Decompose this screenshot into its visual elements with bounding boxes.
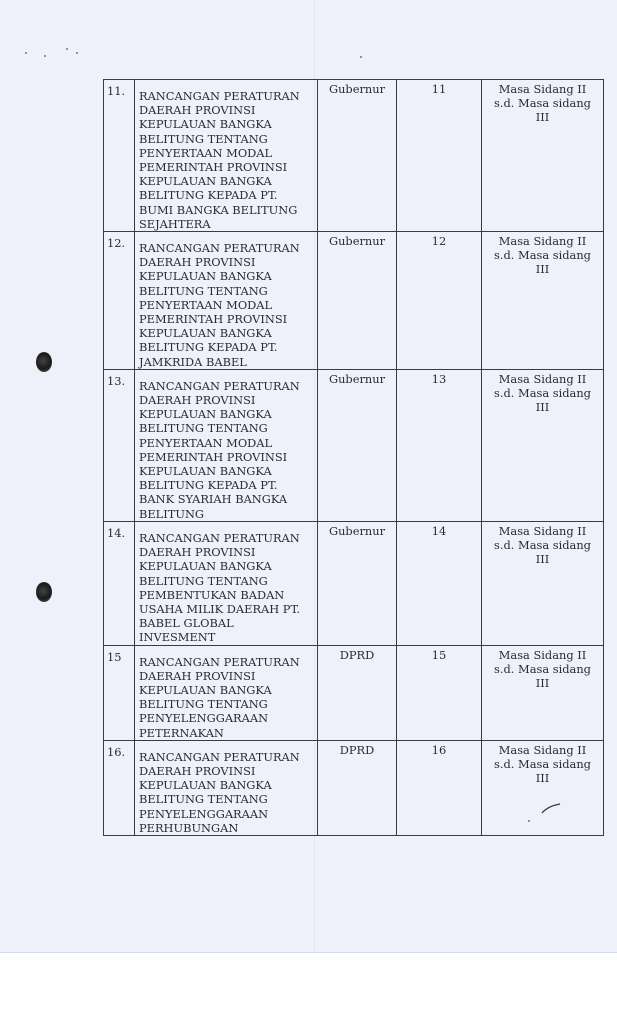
schedule-line: III: [535, 771, 550, 786]
sequence-cell: 13: [397, 369, 482, 521]
proposer-cell: DPRD: [318, 645, 397, 740]
title-line: BELITUNG TENTANG: [139, 697, 268, 712]
schedule-cell: [482, 645, 604, 740]
title-line: KEPULAUAN BANGKA: [139, 464, 272, 479]
title-line: BABEL GLOBAL: [139, 616, 234, 631]
title-line: DAERAH PROVINSI: [139, 103, 256, 118]
sequence-cell: 11: [397, 80, 482, 232]
schedule-cell: [482, 740, 604, 835]
title-line: BELITUNG: [139, 506, 205, 521]
schedule-line: s.d. Masa sidang: [494, 661, 591, 676]
title-line: BELITUNG TENTANG: [139, 792, 268, 807]
scan-speck: [360, 56, 362, 58]
regulation-title: [135, 232, 318, 370]
scan-speck: [25, 52, 27, 54]
proposer-cell: Gubernur: [318, 80, 397, 232]
table-row: [104, 521, 604, 645]
schedule-line: Masa Sidang II: [498, 82, 587, 96]
sequence-cell: 16: [397, 740, 482, 835]
row-number: 15: [104, 645, 135, 740]
schedule-line: III: [535, 262, 550, 277]
title-line: DAERAH PROVINSI: [139, 255, 256, 270]
title-line: BUMI BANGKA BELITUNG: [139, 202, 298, 217]
title-line: KEPULAUAN BANGKA: [139, 174, 272, 189]
schedule-cell: [482, 369, 604, 521]
title-line: BELITUNG TENTANG: [139, 283, 268, 298]
schedule-line: s.d. Masa sidang: [494, 756, 591, 771]
pen-tick-mark: [540, 802, 564, 816]
title-line: BANK SYARIAH BANGKA: [139, 492, 288, 507]
title-line: JAMKRIDA BABEL: [139, 354, 247, 369]
title-line: PEMERINTAH PROVINSI: [139, 449, 288, 464]
schedule-line: s.d. Masa sidang: [494, 96, 591, 111]
title-line: PENYERTAAN MODAL: [139, 435, 273, 450]
title-line: KEPULAUAN BANGKA: [139, 778, 272, 793]
regulation-title: [135, 645, 318, 740]
schedule-cell: [482, 521, 604, 645]
title-line: PENYERTAAN MODAL: [139, 297, 273, 312]
scan-speck: [66, 48, 68, 50]
title-line: BELITUNG TENTANG: [139, 573, 268, 588]
title-line: PENYELENGGARAAN: [139, 711, 269, 726]
title-line: RANCANGAN PERATURAN: [139, 749, 300, 764]
proposer-cell: Gubernur: [318, 521, 397, 645]
title-line: RANCANGAN PERATURAN: [139, 654, 300, 669]
table-row: [104, 80, 604, 232]
title-line: KEPULAUAN BANGKA: [139, 269, 272, 284]
title-line: BELITUNG TENTANG: [139, 131, 268, 146]
title-line: RANCANGAN PERATURAN: [139, 241, 300, 256]
schedule-cell: [482, 80, 604, 232]
title-line: RANCANGAN PERATURAN: [139, 89, 300, 103]
title-line: DAERAH PROVINSI: [139, 393, 256, 408]
title-line: DAERAH PROVINSI: [139, 545, 256, 560]
sequence-cell: 14: [397, 521, 482, 645]
title-line: PENYELENGGARAAN: [139, 806, 269, 821]
schedule-line: s.d. Masa sidang: [494, 248, 591, 263]
title-line: PERHUBUNGAN: [139, 820, 239, 835]
title-line: KEPULAUAN BANGKA: [139, 117, 272, 132]
regulation-title: [135, 80, 318, 232]
row-number: 13.: [104, 369, 135, 521]
proposer-cell: Gubernur: [318, 369, 397, 521]
schedule-line: Masa Sidang II: [498, 371, 587, 386]
schedule-line: III: [535, 552, 550, 567]
title-line: PETERNAKAN: [139, 725, 224, 740]
schedule-line: Masa Sidang II: [498, 647, 587, 662]
title-line: BELITUNG KEPADA PT.: [139, 478, 278, 493]
title-line: PENYERTAAN MODAL: [139, 145, 273, 160]
punch-hole: [36, 352, 52, 372]
schedule-line: s.d. Masa sidang: [494, 386, 591, 401]
table-row: [104, 369, 604, 521]
title-line: DAERAH PROVINSI: [139, 763, 256, 778]
title-line: DAERAH PROVINSI: [139, 668, 256, 683]
title-line: BELITUNG KEPADA PT.: [139, 340, 278, 355]
row-number: 11.: [104, 80, 135, 232]
schedule-line: Masa Sidang II: [498, 523, 587, 538]
title-line: INVESMENT: [139, 630, 216, 645]
sequence-cell: 12: [397, 232, 482, 370]
schedule-line: III: [535, 675, 550, 690]
title-line: KEPULAUAN BANGKA: [139, 682, 272, 697]
schedule-line: III: [535, 400, 550, 415]
regulation-title: [135, 521, 318, 645]
title-line: BELITUNG TENTANG: [139, 421, 268, 436]
schedule-line: Masa Sidang II: [498, 234, 587, 249]
title-line: PEMERINTAH PROVINSI: [139, 312, 288, 327]
proposer-cell: Gubernur: [318, 232, 397, 370]
title-line: PEMERINTAH PROVINSI: [139, 160, 288, 175]
table-row: [104, 232, 604, 370]
title-line: RANCANGAN PERATURAN: [139, 530, 300, 545]
scan-speck: [44, 55, 46, 57]
regulation-title: [135, 740, 318, 835]
regulation-table: [103, 79, 604, 836]
title-line: USAHA MILIK DAERAH PT.: [139, 601, 301, 616]
row-number: 12.: [104, 232, 135, 370]
table-row: [104, 645, 604, 740]
schedule-cell: [482, 232, 604, 370]
schedule-line: III: [535, 110, 550, 125]
title-line: KEPULAUAN BANGKA: [139, 326, 272, 341]
row-number: 14.: [104, 521, 135, 645]
punch-hole: [36, 582, 52, 602]
schedule-line: Masa Sidang II: [498, 742, 587, 757]
title-line: BELITUNG KEPADA PT.: [139, 188, 278, 203]
schedule-line: s.d. Masa sidang: [494, 538, 591, 553]
title-line: KEPULAUAN BANGKA: [139, 407, 272, 422]
sequence-cell: 15: [397, 645, 482, 740]
regulation-title: [135, 369, 318, 521]
proposer-cell: DPRD: [318, 740, 397, 835]
table-row: [104, 740, 604, 835]
row-number: 16.: [104, 740, 135, 835]
title-line: PEMBENTUKAN BADAN: [139, 587, 285, 602]
title-line: RANCANGAN PERATURAN: [139, 378, 300, 393]
title-line: KEPULAUAN BANGKA: [139, 559, 272, 574]
title-line: SEJAHTERA: [139, 216, 211, 231]
scan-speck: [76, 52, 78, 54]
